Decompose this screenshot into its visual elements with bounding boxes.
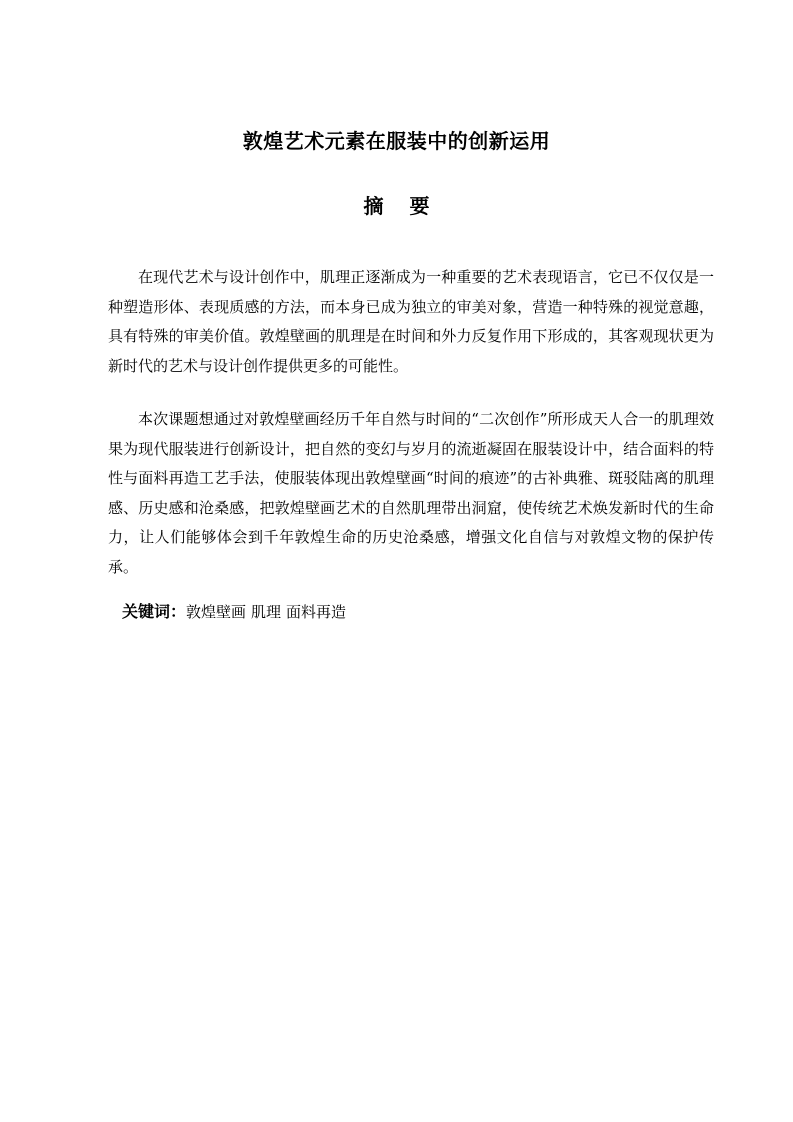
abstract-paragraph-1: 在现代艺术与设计创作中，肌理正逐渐成为一种重要的艺术表现语言，它已不仅仅是一种塑造形体、表现质感的方法，而本身已成为独立的审美对象，营造一种特殊的视觉意趣，具有特殊的审美价值。敦煌壁画的肌理是在时间和外力反复作用下形成的，其客观现状更为新时代的艺术与设计创作提供更多的可能性。: [108, 268, 714, 375]
keyword-item: 面料再造: [286, 603, 347, 621]
keywords-line: [122, 597, 712, 627]
abstract-heading: 摘要: [363, 194, 456, 218]
keyword-item: 肌理: [251, 603, 282, 621]
document-title: 敦煌艺术元素在服装中的创新运用: [242, 129, 551, 153]
abstract-paragraph-2: 本次课题想通过对敦煌壁画经历千年自然与时间的“二次创作”所形成天人合一的肌理效果为现代服装进行创新设计，把自然的变幻与岁月的流逝凝固在服装设计中，结合面料的特性与面料再造工艺手法，使服装体现出敦煌壁画“时间的痕迹”的古补典雅、斑驳陆离的肌理感、历史感和沧桑感，把敦煌壁画艺术的自然肌理带出洞窟，使传统艺术焕发新时代的生命力，让人们能够体会到千年敦煌生命的历史沧桑感，增强文化自信与对敦煌文物的保护传承。: [108, 410, 714, 576]
keywords-label: 关键词：: [122, 602, 187, 621]
keyword-item: 敦煌壁画: [186, 603, 247, 621]
